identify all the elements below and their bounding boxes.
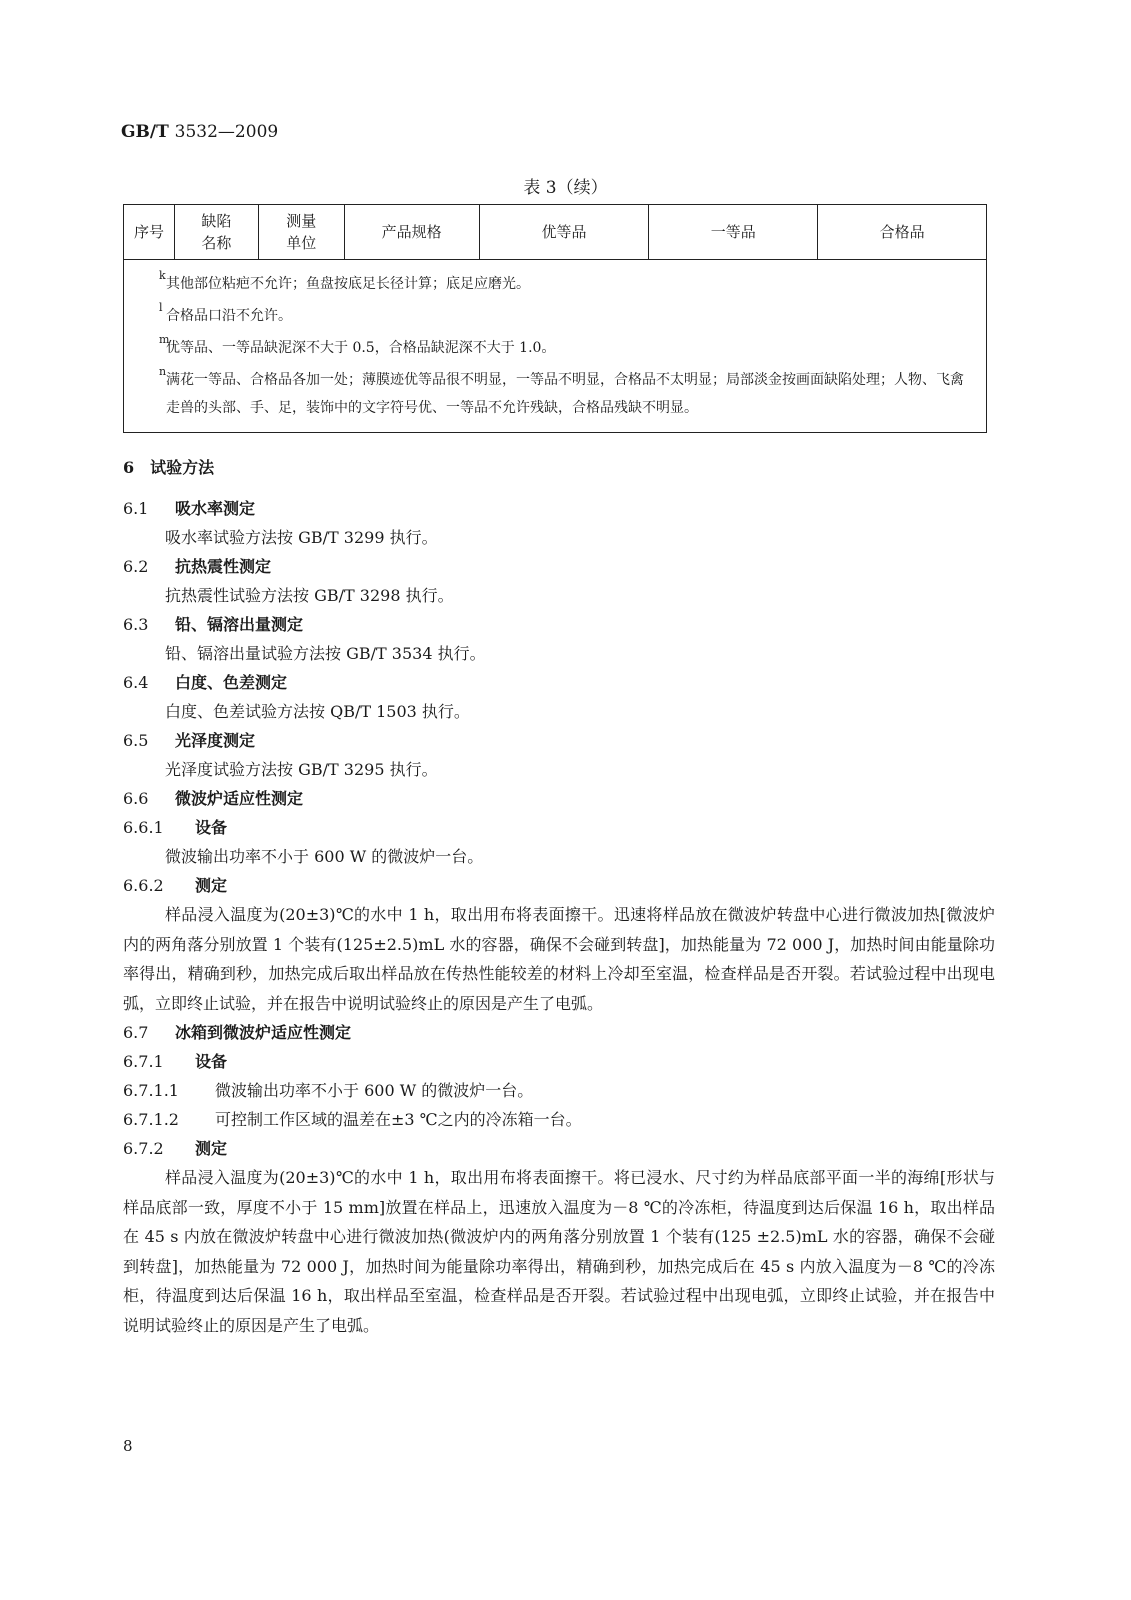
standard-number: 3532—2009: [174, 122, 279, 142]
section-6-6-1-text: 微波输出功率不小于 600 W 的微波炉一台。: [165, 847, 484, 866]
section-6-2-heading: 6.2 抗热震性测定: [123, 557, 272, 576]
column-header-unit: 测量 单位: [258, 205, 344, 260]
footnote-m: m 优等品、一等品缺泥深不大于 0.5，合格品缺泥深不大于 1.0。: [159, 333, 556, 356]
footnote-l: l 合格品口沿不允许。: [159, 301, 292, 324]
section-6-2-text: 抗热震性试验方法按 GB/T 3298 执行。: [165, 586, 454, 605]
section-6-7-2-text: 样品浸入温度为(20±3)℃的水中 1 h，取出用布将表面擦干。将已浸水、尺寸约为样品底部平面一半的海绵[形状与样品底部一致，厚度不小于 15 mm]放置在样品上，迅速放入温度为－8 ℃的冷冻柜，待温度到达后保温 16 h，取出样品在 45 s 内放在微波炉转盘中心进行微波加热(微波炉内的两角落分别放置 1 个装有(125 ±2.5)mL 水的容器，确保不会碰到转盘]，加热能量为 72 000 J，加热时间为能量除功率得出，精确到秒，加热完成后在 45 s 内放入温度为－8 ℃的冷冻柜，待温度到达后保温 16 h，取出样品至室温，检查样品是否开裂。若试验过程中出现电弧，立即终止试验，并在报告中说明试验终止的原因是产生了电弧。: [123, 1168, 995, 1335]
section-6-5-heading: 6.5 光泽度测定: [123, 731, 256, 750]
section-6-7-1-heading: 6.7.1 设备: [123, 1052, 228, 1071]
column-header-index: 序号: [124, 205, 175, 260]
column-header-qualified: 合格品: [818, 205, 987, 260]
table-header-row: [124, 205, 987, 260]
section-6-7-1-2-item: 6.7.1.2 可控制工作区域的温差在±3 ℃之内的冷冻箱一台。: [123, 1110, 582, 1129]
section-test-methods: [123, 455, 995, 1340]
section-6-7-1-1-item: 6.7.1.1 微波输出功率不小于 600 W 的微波炉一台。: [123, 1081, 534, 1100]
column-header-superior: 优等品: [479, 205, 649, 260]
standard-prefix: GB/T: [121, 122, 169, 142]
section-6-6-heading: 6.6 微波炉适应性测定: [123, 789, 304, 808]
section-6-6-1-heading: 6.6.1 设备: [123, 818, 228, 837]
column-header-spec: 产品规格: [344, 205, 479, 260]
section-6-1-text: 吸水率试验方法按 GB/T 3299 执行。: [165, 528, 438, 547]
defect-table: [123, 204, 987, 433]
column-header-first-grade: 一等品: [649, 205, 818, 260]
column-header-defect-name: 缺陷 名称: [174, 205, 258, 260]
section-6-7-heading: 6.7 冰箱到微波炉适应性测定: [123, 1023, 352, 1042]
footnote-n: n 满花一等品、合格品各加一处；薄膜迹优等品很不明显，一等品不明显，合格品不太明显；局部淡金按画面缺陷处理；人物、飞禽走兽的头部、手、足，装饰中的文字符号优、一等品不允许残缺，合格品残缺不明显。: [159, 365, 964, 416]
section-6-3-heading: 6.3 铅、镉溶出量测定: [123, 615, 304, 634]
section-6-5-text: 光泽度试验方法按 GB/T 3295 执行。: [165, 760, 438, 779]
footnote-k: k 其他部位粘疤不允许；鱼盘按底足长径计算；底足应磨光。: [159, 269, 530, 292]
page-number: 8: [123, 1437, 133, 1455]
table-footnotes: [124, 260, 987, 433]
section-6-4-heading: 6.4 白度、色差测定: [123, 673, 288, 692]
section-6-7-2-heading: 6.7.2 测定: [123, 1139, 228, 1158]
table-footnotes-row: [124, 260, 987, 433]
section-6-3-text: 铅、镉溶出量试验方法按 GB/T 3534 执行。: [165, 644, 486, 663]
section-6-6-2-heading: 6.6.2 测定: [123, 876, 228, 895]
section-6-4-text: 白度、色差试验方法按 QB/T 1503 执行。: [165, 702, 470, 721]
document-code: [121, 122, 278, 142]
section-6-1-heading: 6.1 吸水率测定: [123, 499, 256, 518]
table-caption: 表 3（续）: [523, 178, 608, 198]
section-6-6-2-text: 样品浸入温度为(20±3)℃的水中 1 h，取出用布将表面擦干。迅速将样品放在微波炉转盘中心进行微波加热[微波炉内的两角落分别放置 1 个装有(125±2.5)mL 水的容器，确保不会碰到转盘]，加热能量为 72 000 J，加热时间由能量除功率得出，精确到秒，加热完成后取出样品放在传热性能较差的材料上冷却至室温，检查样品是否开裂。若试验过程中出现电弧，立即终止试验，并在报告中说明试验终止的原因是产生了电弧。: [123, 905, 995, 1013]
section-6-title: 6 试验方法: [123, 458, 215, 477]
